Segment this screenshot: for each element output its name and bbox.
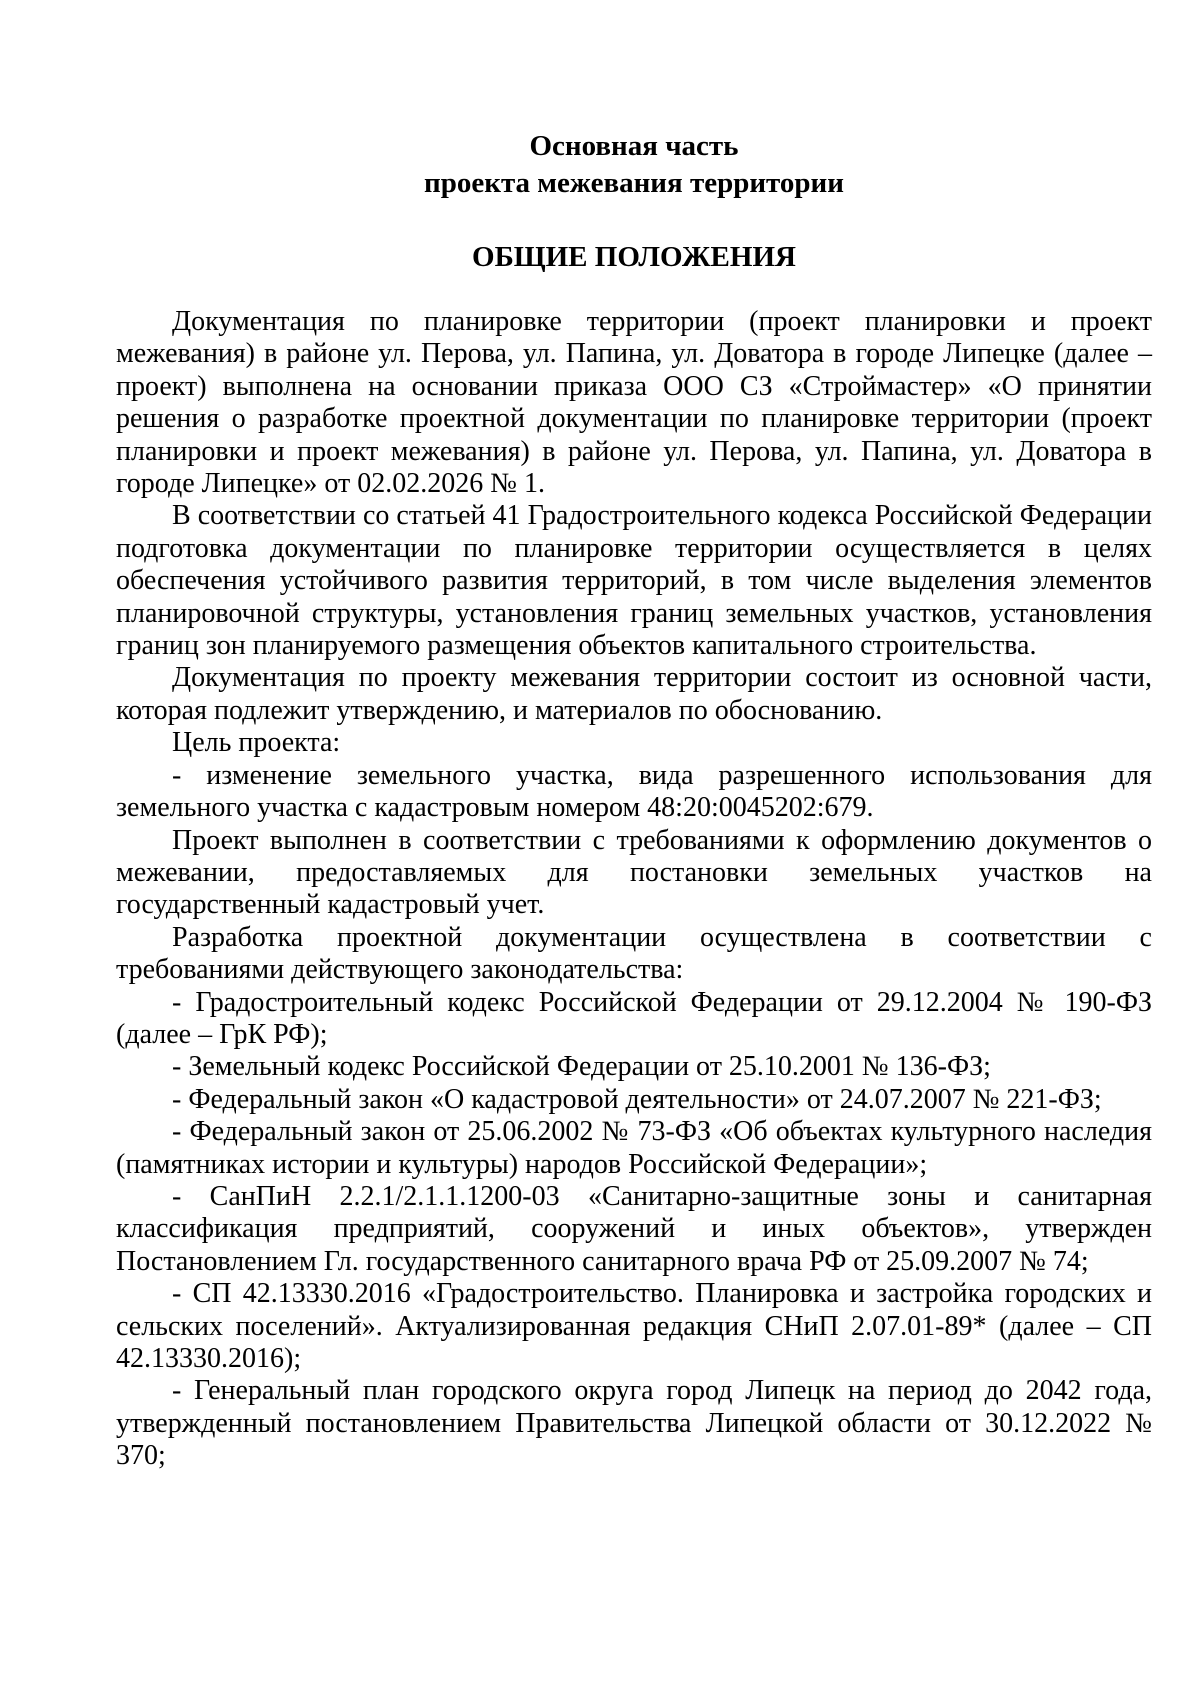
list-item-land-code: - Земельный кодекс Российской Федерации от 25.10.2001 № 136-ФЗ; <box>172 1051 991 1083</box>
document-title <box>116 128 1152 202</box>
list-item-grk-rf: - Градостроительный кодекс Российской Федерации от 29.12.2004 № 190-ФЗ (далее – ГрК РФ); <box>116 986 1152 1050</box>
paragraph-basis: Документация по планировке территории (проект планировки и проект межевания) в районе ул. Перова, ул. Папина, ул. Доватора в городе Липецке (далее – проект) выполнена на основании приказа ООО СЗ «Строймастер» «О принятии решения о разработке проектной документации по планировке территории (проект планировки и проект межевания) в районе ул. Перова, ул. Папина, ул. Доватора в городе Липецке» от 02.02.2026 № 1. <box>116 306 1152 500</box>
paragraph-article-41: В соответствии со статьей 41 Градостроительного кодекса Российской Федерации подготовка документации по планировке территории осуществляется в целях обеспечения устойчивого развития территорий, в том числе выделения элементов планировочной структуры, установления границ земельных участков, установления границ зон планируемого размещения объектов капитального строительства. <box>116 500 1152 662</box>
paragraph-legislation-intro: Разработка проектной документации осуществлена в соответствии с требованиями действующего законодательства: <box>116 921 1152 986</box>
paragraph-requirements: Проект выполнен в соответствии с требованиями к оформлению документов о межевании, предоставляемых для постановки земельных участков на государственный кадастровый учет. <box>116 824 1152 921</box>
paragraph-composition: Документация по проекту межевания территории состоит из основной части, которая подлежит утверждению, и материалов по обоснованию. <box>116 662 1152 726</box>
list-item-sp-42: - СП 42.13330.2016 «Градостроительство. Планировка и застройка городских и сельских поселений». Актуализированная редакция СНиП 2.07.01-89* (далее – СП 42.13330.2016); <box>116 1278 1152 1374</box>
list-item-sanpin: - СанПиН 2.2.1/2.1.1.1200-03 «Санитарно-защитные зоны и санитарная классификация предприятий, сооружений и иных объектов», утвержден Постановлением Гл. государственного санитарного врача РФ от 25.09.2007 № 74; <box>116 1180 1152 1277</box>
document-body <box>116 306 1152 1473</box>
list-item-general-plan: - Генеральный план городского округа город Липецк на период до 2042 года, утвержденный постановлением Правительства Липецкой области от 30.12.2022 № 370; <box>116 1375 1152 1472</box>
list-item-heritage-law: - Федеральный закон от 25.06.2002 № 73-ФЗ «Об объектах культурного наследия (памятниках истории и культуры) народов Российской Федерации»; <box>116 1116 1152 1180</box>
list-item-cadastral-law: - Федеральный закон «О кадастровой деятельности» от 24.07.2007 № 221-ФЗ; <box>172 1083 1102 1115</box>
title-line-2: проекта межевания территории <box>424 167 844 199</box>
paragraph-goal-item: - изменение земельного участка, вида разрешенного использования для земельного участка с кадастровым номером 48:20:0045202:679. <box>116 759 1152 824</box>
title-line-1: Основная часть <box>529 130 739 162</box>
paragraph-goal-heading: Цель проекта: <box>172 727 341 759</box>
section-heading: ОБЩИЕ ПОЛОЖЕНИЯ <box>472 241 796 273</box>
